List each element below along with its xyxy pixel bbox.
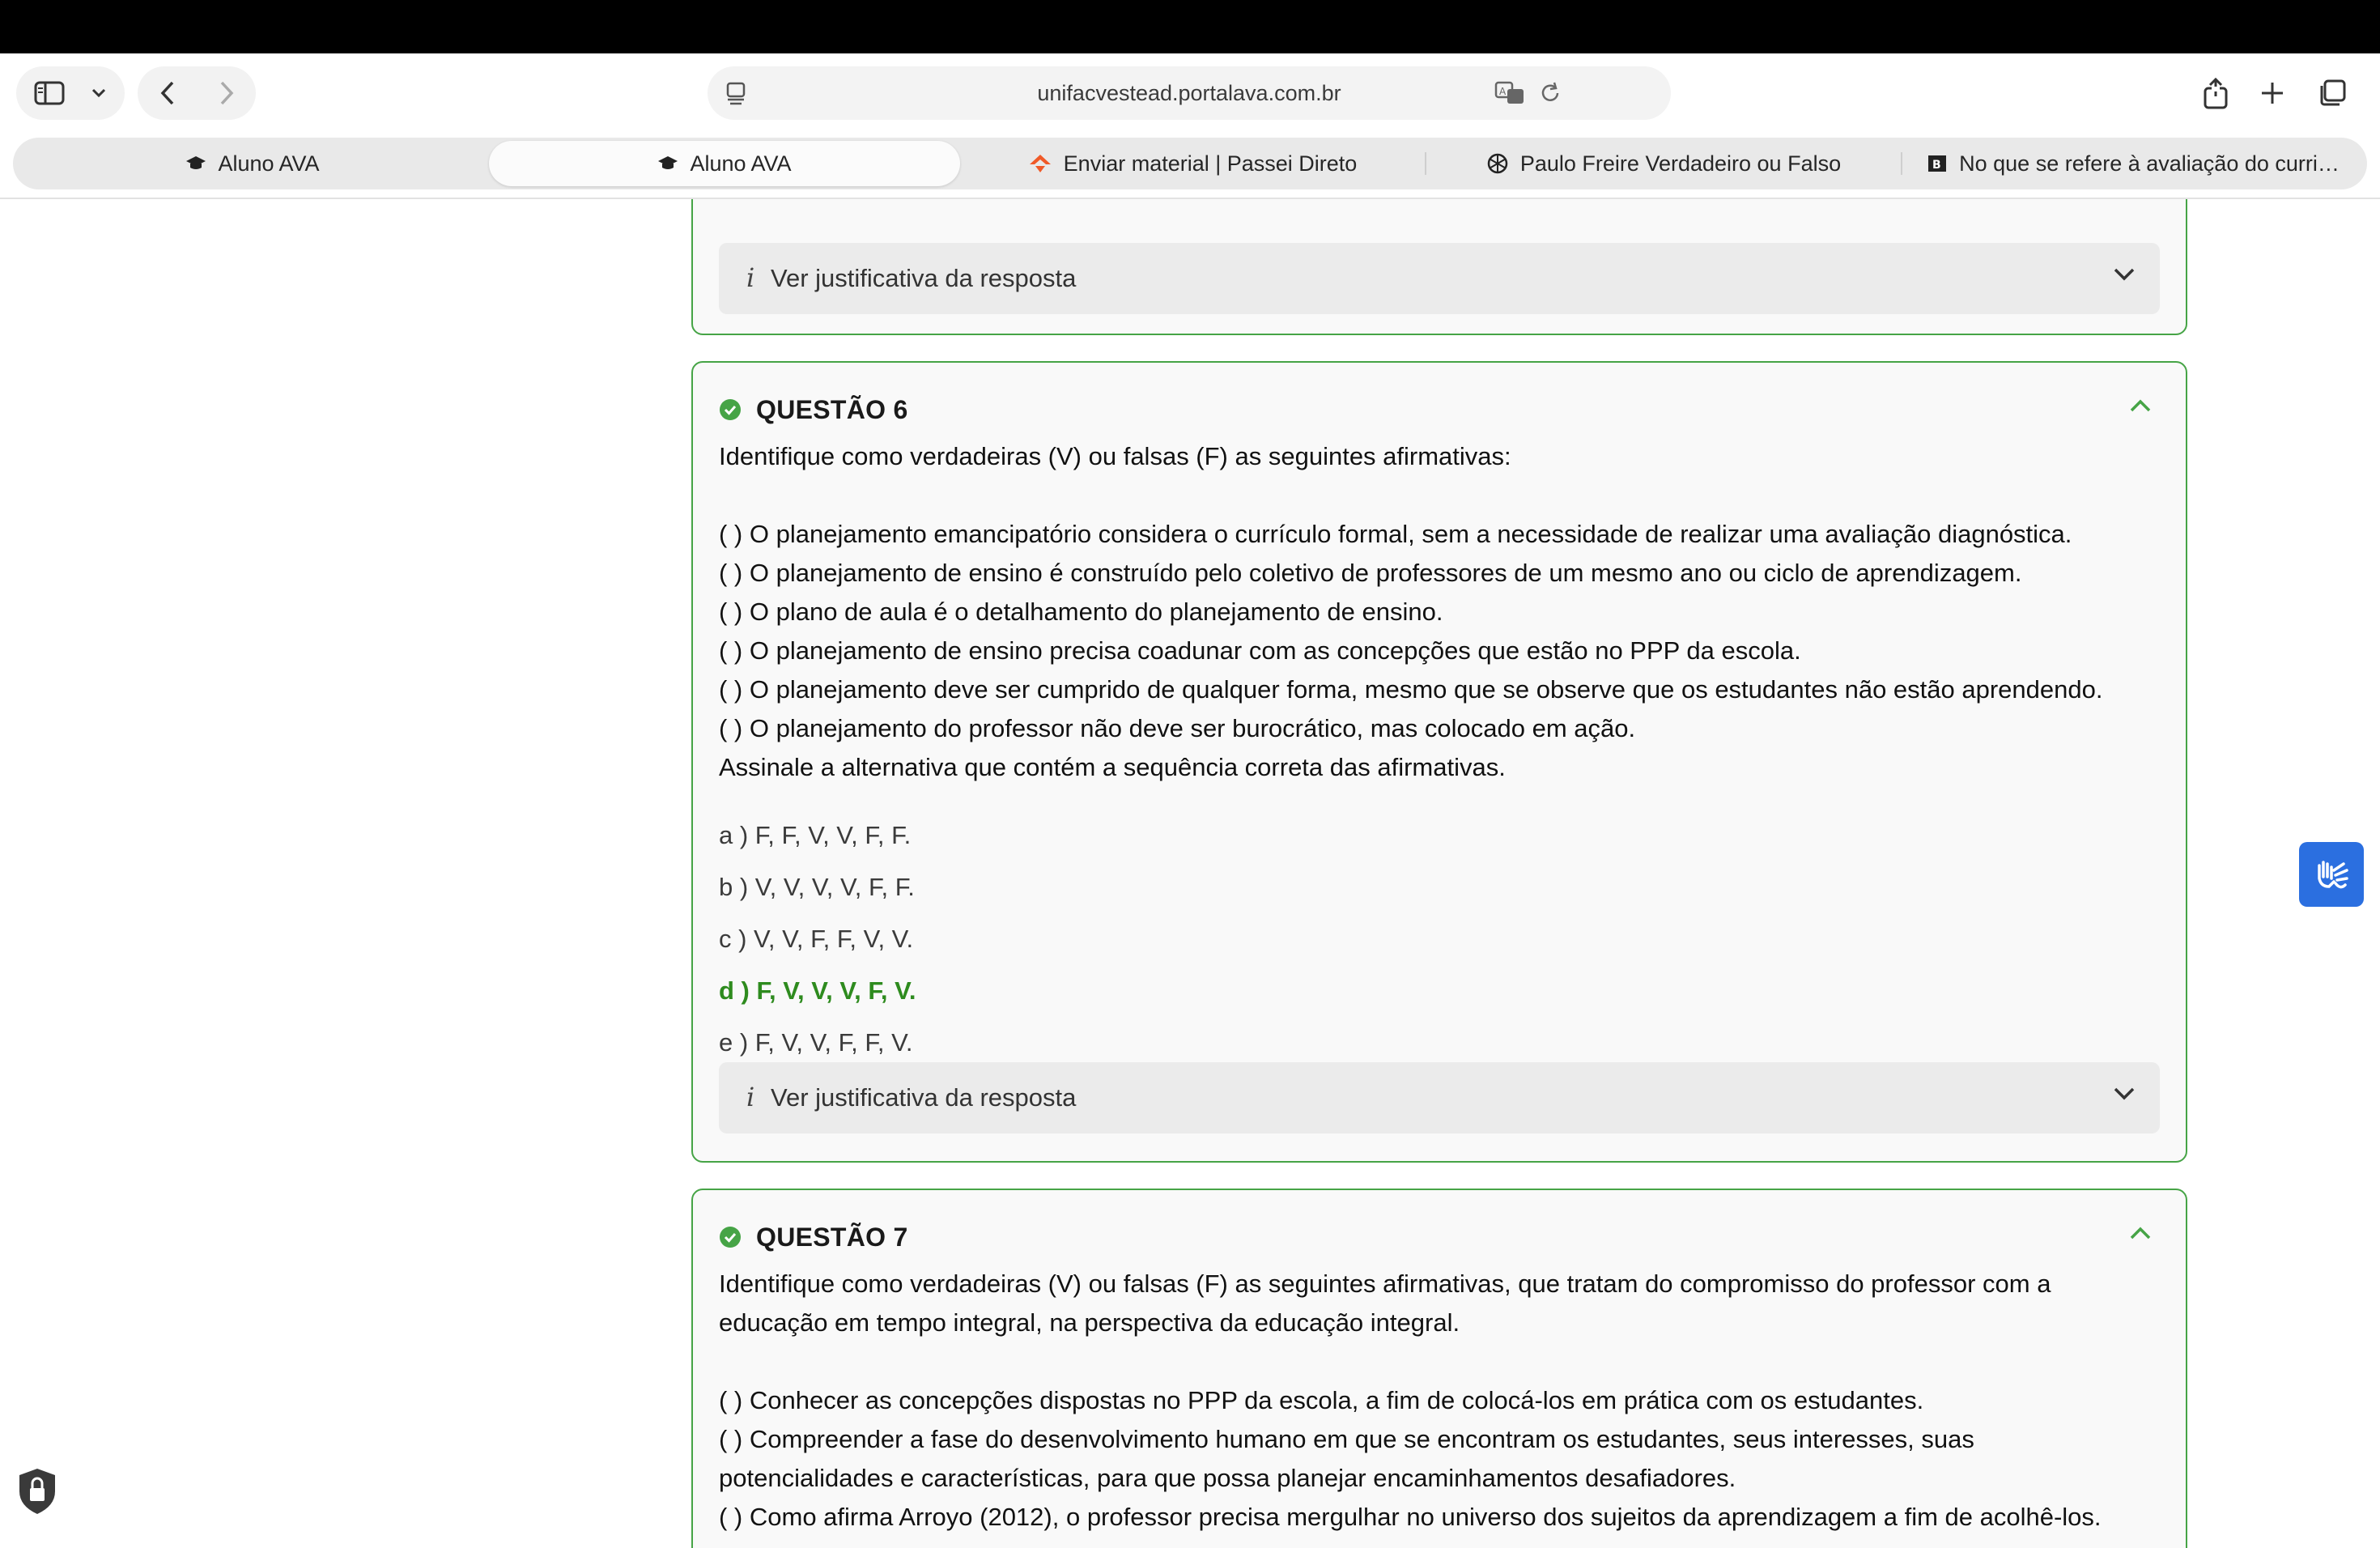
statement-item: ( ) O planejamento do professor não deve ser burocrático, mas colocado em ação. [719,714,1636,742]
tab-separator [1901,152,1902,175]
tab-aluno-ava-2[interactable] [489,141,960,186]
tab-passei-direto[interactable] [962,141,1423,186]
collapse-question-7-button[interactable] [2129,1226,2152,1244]
check-circle-icon [719,398,742,421]
question-intro: Identifique como verdadeiras (V) ou falsas (F) as seguintes afirmativas, que tratam do compromisso do professor com a educação em tempo integral, na perspectiva da educação integral. [719,1269,2051,1337]
tab-label: Paulo Freire Verdadeiro ou Falso [1519,151,1842,176]
question-7-statement [719,1265,2111,1537]
privacy-lock-icon [15,1465,60,1517]
page-content [0,199,2380,1548]
tab-bar [13,138,2367,189]
share-button[interactable] [2189,66,2242,120]
question-5-card [691,199,2187,335]
tab-separator [1425,152,1426,175]
openai-icon [1486,152,1509,175]
forward-button[interactable] [197,66,256,120]
chevron-left-icon [159,80,176,106]
answer-option-c[interactable]: c ) V, V, F, F, V, V. [719,925,914,953]
statement-item: ( ) O planejamento de ensino precisa coadunar com as concepções que estão no PPP da escola. [719,636,1801,665]
question-instruction: Assinale a alternativa que contém a sequência correta das afirmativas. [719,753,1506,781]
sidebar-toggle-group [16,66,125,120]
statement-item: ( ) O planejamento de ensino é construído pelo coletivo de professores de um mesmo ano ou ciclo de aprendizagem. [719,559,2022,587]
navigation-group [138,66,256,120]
tab-label: Aluno AVA [218,151,320,176]
question-5-justify-toggle[interactable] [719,243,2160,314]
question-6-justify-toggle[interactable] [719,1062,2160,1133]
back-button[interactable] [138,66,197,120]
question-6-statement [719,437,2168,787]
browser-toolbar [0,53,2380,136]
url-text: unifacvestead.portalava.com.br [1037,81,1341,105]
chevron-down-icon [2113,1087,2136,1105]
question-title: QUESTÃO 6 [756,394,908,424]
tab-label: Aluno AVA [690,151,792,176]
question-6-options [719,810,916,1069]
chevron-up-icon [2129,1226,2152,1240]
question-6-card [691,361,2187,1163]
statement-item: ( ) Conhecer as concepções dispostas no PPP da escola, a fim de colocá-los em prática com os estudantes. [719,1386,1924,1414]
info-icon: i [746,262,755,293]
tab-label: No que se refere à avaliação do curri… [1959,151,2340,176]
svg-text:A: A [1499,86,1507,97]
justify-label: Ver justificativa da resposta [771,1083,1077,1112]
statement-item: ( ) O plano de aula é o detalhamento do planejamento de ensino. [719,598,1443,626]
collapse-question-6-button[interactable] [2129,398,2152,417]
translate-icon[interactable] [1494,79,1527,111]
passei-direto-icon [1028,153,1052,174]
tab-overview-button[interactable] [2306,66,2359,120]
statement-item: ( ) Compreender a fase do desenvolvimento humano em que se encontram os estudantes, seus interesses, suas potencialidades e características, para que possa planejar encaminhamentos desafiadores. [719,1425,1974,1492]
info-icon: i [746,1082,755,1112]
answer-option-e[interactable]: e ) F, V, V, F, F, V. [719,1028,913,1057]
svg-text:B: B [1932,159,1941,172]
tab-avaliacao-curriculo[interactable] [1904,141,2362,186]
address-bar[interactable] [708,66,1671,120]
share-icon [2202,77,2229,109]
chevron-up-icon [2129,398,2152,413]
sidebar-toggle-button[interactable] [16,66,83,120]
sign-language-hands-icon [2311,854,2352,895]
question-title: QUESTÃO 7 [756,1222,908,1252]
question-intro: Identifique como verdadeiras (V) ou falsas (F) as seguintes afirmativas: [719,442,1511,470]
sidebar-icon [34,81,65,105]
libras-accessibility-button[interactable] [2299,842,2364,907]
chevron-down-icon [91,87,107,99]
tab-groups-dropdown[interactable] [83,66,115,120]
answer-option-a[interactable]: a ) F, F, V, V, F, F. [719,821,912,849]
plus-icon [2260,81,2284,105]
chevron-down-icon [2113,267,2136,286]
statement-item: ( ) O planejamento deve ser cumprido de qualquer forma, mesmo que se observe que os estudantes não estão aprendendo. [719,675,2103,704]
statement-item: ( ) Como afirma Arroyo (2012), o professor precisa mergulhar no universo dos sujeitos da aprendizagem a fim de acolhê-los. [719,1503,2102,1531]
chevron-right-icon [219,80,235,106]
graduation-cap-icon [185,155,206,172]
statement-item: ( ) O planejamento emancipatório considera o currículo formal, sem a necessidade de realizar uma avaliação diagnóstica. [719,520,2072,548]
question-7-header [719,1218,908,1257]
tab-overview-icon [2318,79,2347,108]
graduation-cap-icon [657,155,678,172]
check-circle-icon [719,1226,742,1248]
tab-aluno-ava-1[interactable] [18,141,487,186]
question-7-card [691,1189,2187,1548]
question-6-header [719,390,908,429]
site-icon [1927,153,1948,174]
answer-option-d-correct[interactable]: d ) F, V, V, V, F, V. [719,976,916,1005]
tab-paulo-freire[interactable] [1428,141,1899,186]
reload-icon[interactable] [1536,79,1564,111]
answer-option-b[interactable]: b ) V, V, V, V, F, F. [719,873,915,901]
tab-label: Enviar material | Passei Direto [1063,151,1358,176]
justify-label: Ver justificativa da resposta [771,264,1077,292]
new-tab-button[interactable] [2246,66,2299,120]
system-menu-bar [0,0,2380,53]
privacy-shield-button[interactable] [15,1465,60,1517]
